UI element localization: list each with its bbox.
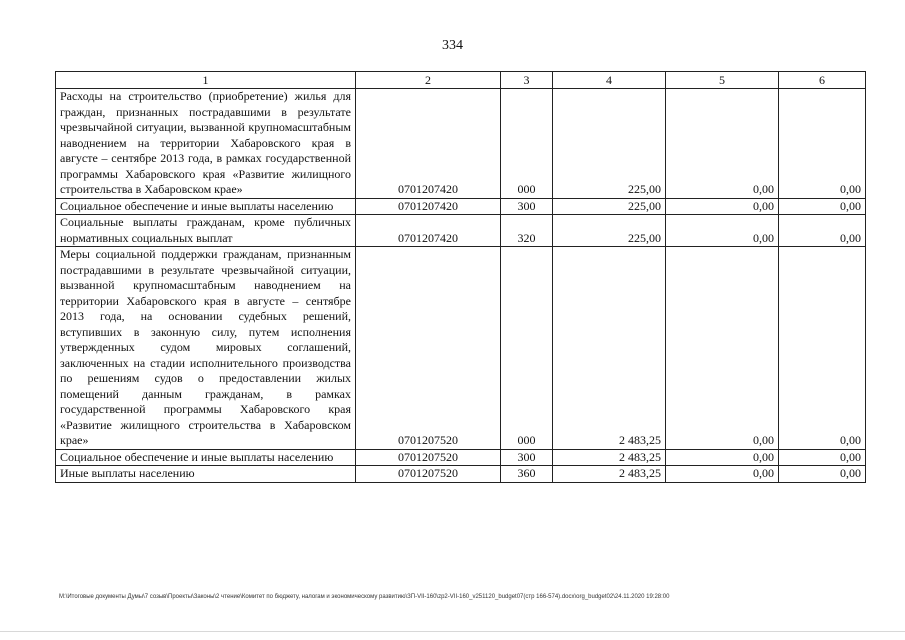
row-code: 0701207420	[356, 89, 501, 199]
page-edge-divider	[0, 631, 905, 632]
row-name: Социальные выплаты гражданам, кроме публичных нормативных социальных выплат	[56, 215, 356, 247]
row-amount: 2 483,25	[553, 449, 666, 466]
row-code: 0701207520	[356, 466, 501, 483]
row-col5: 0,00	[666, 89, 779, 199]
row-col6: 0,00	[779, 215, 866, 247]
column-header-6: 6	[779, 72, 866, 89]
row-amount: 225,00	[553, 198, 666, 215]
document-file-path: M:\Итоговые документы Думы\7 созыв\Проекты\Законы\2 чтение\Комитет по бюджету, налогам и экономическому развитию\ЗП-VII-160\zp2-VII-160_v251120_budget07(стр 166-574).docx\org_budget02\24.11.2020 19:28:00	[59, 594, 670, 600]
row-col5: 0,00	[666, 449, 779, 466]
row-col6: 0,00	[779, 449, 866, 466]
table-row	[56, 466, 866, 483]
row-col6: 0,00	[779, 247, 866, 450]
table-row	[56, 247, 866, 450]
column-header-2: 2	[356, 72, 501, 89]
row-amount: 2 483,25	[553, 466, 666, 483]
row-col5: 0,00	[666, 215, 779, 247]
row-code: 0701207520	[356, 247, 501, 450]
column-header-1: 1	[56, 72, 356, 89]
row-name: Меры социальной поддержки гражданам, признанным пострадавшими в результате чрезвычайной ситуации, вызванной крупномасштабным наводнением на территории Хабаровского края в августе – сентябре 2013 года, на основании судебных решений, вступивших в законную силу, путем исполнения утвержденных судом мировых соглашений, заключенных на стадии исполнительного производства по решениям судов о предоставлении жилых помещений данным гражданам, в рамках государственной программы Хабаровского края «Развитие жилищного строительства в Хабаровском крае»	[56, 247, 356, 450]
row-type: 320	[501, 215, 553, 247]
table-row	[56, 198, 866, 215]
row-name: Расходы на строительство (приобретение) жилья для граждан, признанных пострадавшими в результате чрезвычайной ситуации, вызванной крупномасштабным наводнением на территории Хабаровского края в августе – сентябре 2013 года, в рамках государственной программы Хабаровского края «Развитие жилищного строительства в Хабаровском крае»	[56, 89, 356, 199]
table-row	[56, 215, 866, 247]
row-type: 000	[501, 247, 553, 450]
row-col6: 0,00	[779, 89, 866, 199]
table-header-row	[56, 72, 866, 89]
row-col6: 0,00	[779, 198, 866, 215]
row-code: 0701207520	[356, 449, 501, 466]
table-row	[56, 89, 866, 199]
row-col5: 0,00	[666, 466, 779, 483]
row-col5: 0,00	[666, 198, 779, 215]
column-header-3: 3	[501, 72, 553, 89]
page-number: 334	[442, 38, 463, 53]
row-type: 300	[501, 449, 553, 466]
row-name: Социальное обеспечение и иные выплаты населению	[56, 449, 356, 466]
row-col5: 0,00	[666, 247, 779, 450]
row-col6: 0,00	[779, 466, 866, 483]
column-header-5: 5	[666, 72, 779, 89]
row-type: 300	[501, 198, 553, 215]
row-amount: 225,00	[553, 215, 666, 247]
row-code: 0701207420	[356, 198, 501, 215]
table-row	[56, 449, 866, 466]
budget-table	[55, 71, 866, 483]
row-type: 360	[501, 466, 553, 483]
row-type: 000	[501, 89, 553, 199]
row-amount: 2 483,25	[553, 247, 666, 450]
row-name: Социальное обеспечение и иные выплаты населению	[56, 198, 356, 215]
row-name: Иные выплаты населению	[56, 466, 356, 483]
column-header-4: 4	[553, 72, 666, 89]
row-amount: 225,00	[553, 89, 666, 199]
row-code: 0701207420	[356, 215, 501, 247]
